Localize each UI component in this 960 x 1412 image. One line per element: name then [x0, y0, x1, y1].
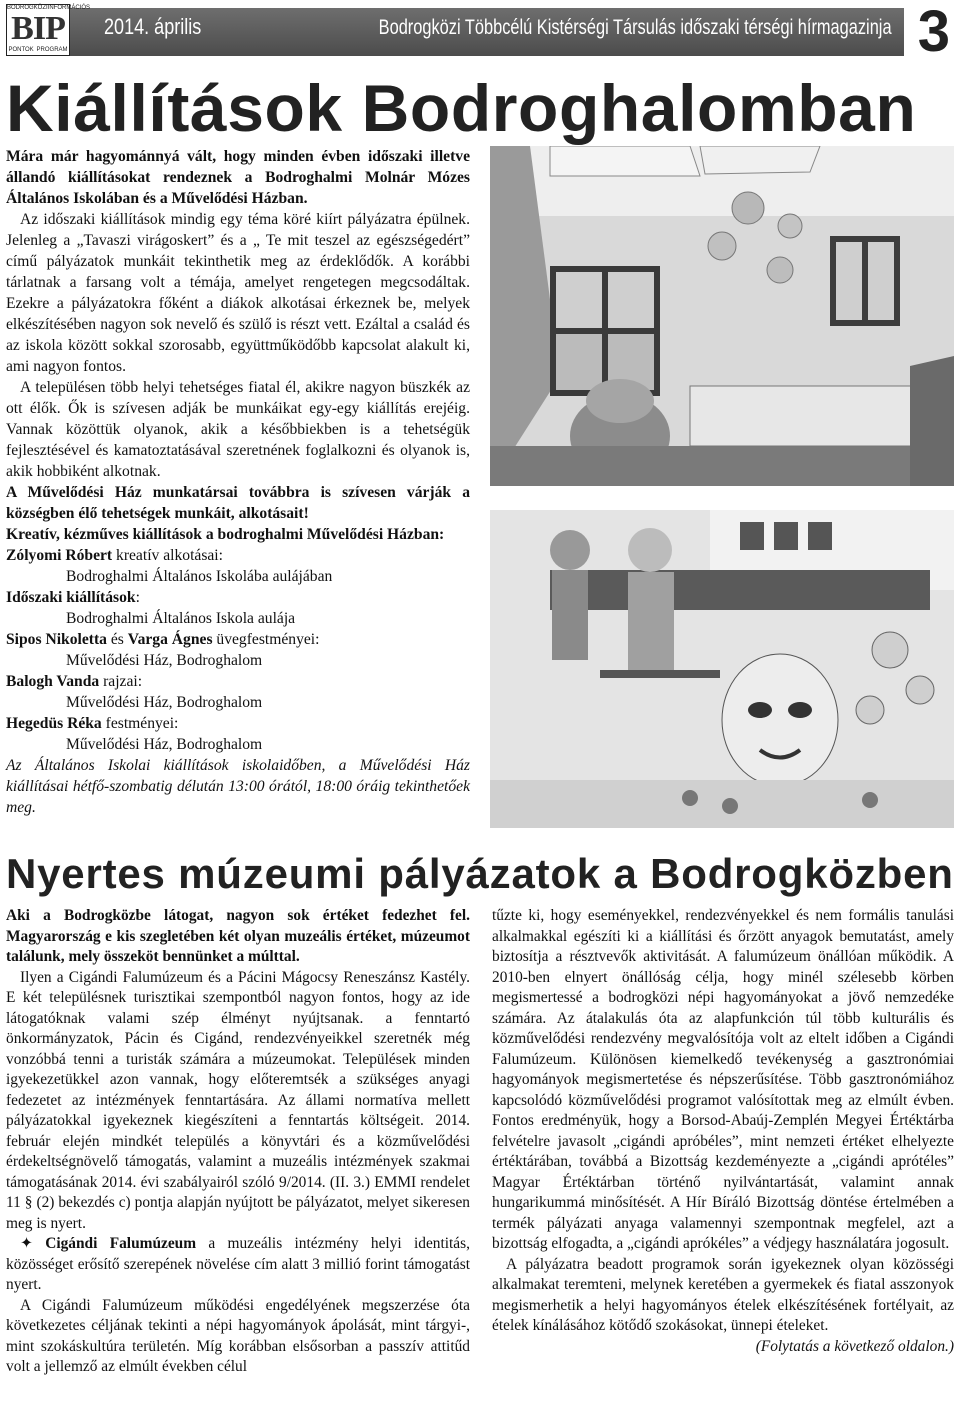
article2-paragraph-3: A Cigándi Falumúzeum működési engedélyének megszerzése óta következetes céljának tekinti a népi hagyományok ápolását, mint tárgyi-, mint szokáskultúra területén. Míg korábban elsősorban a passzív attitűd volt a jellemző az elmúlt években célul [6, 1296, 470, 1375]
article1-paragraph-1: Az időszaki kiállítások mindig egy téma köré kiírt pályázatra épülnek. Jelenleg a „Tavaszi virágoskert” és a „ Te mit teszel az egészségedért” című pályázatok munkáit tekinthetik meg az érdeklődők. A korábbi tárlatnak a farsang volt a témája, amelyet rengetegen megcsodáltak. Ezekre a pályázatokra főként a diákok alkotásai érkeznek be, melyek elkészítésében nagyon sok nevelő és szülő is részt vett. Ezáltal a család és az iskola között sokkal szorosabb, együttműködőbb kapcsolat alakult ki, ami nagyon fontos. [6, 211, 470, 375]
exhibit-item [6, 545, 470, 566]
article1-list-heading: Kreatív, kézműves kiállítások a bodroghalmi Művelődési Házban: [6, 526, 445, 543]
logo-bottom-left: PONTOK [8, 47, 34, 53]
article2-paragraph-1: Ilyen a Cigándi Falumúzeum és a Pácini Mágocsy Reneszánsz Kastély. E két településnek turisztikai szempontból nagyon fontos, hogy az ide látogatóknak valami szép élményt nyújtsanak. a fenntartó önkormányzatok, Pácin és Cigánd, rendezvényeikkel szeretnék még vonzóbbá tenni a turisták számára a múzeumokat. Települések minden igyekezetükkel azon vannak, hogy előteremtsék a szükséges anyagi fedezetet az intézmények fenntartására. Az állami normatíva mellett pályázatokkal igyekeznek kiegészíteni a fenntartás költségeit. 2014. február elején mindkét település a könyvtári és a közművelődési érdekeltségnövelő támogatás, valamint a muzeális intézmények szakmai támogatásának 2014. évi szabályairól szóló 9/2014. (II. 3.) EMMI rendelet 11 § (2) bekezdés c) pontja alapján nyújtott be pályázatot, melyet sikeresen meg is nyert. [6, 968, 470, 1232]
article2-paragraph-2 [6, 1234, 470, 1296]
exhibit-item [6, 671, 470, 692]
exhibit-item [6, 713, 470, 734]
exhibit-desc: rajzai: [99, 673, 143, 690]
page-number: 3 [917, 0, 950, 64]
exhibit-desc: kreatív alkotásai: [112, 547, 223, 564]
exhibit-artist: Balogh Vanda [6, 673, 100, 690]
exhibit-artist: Zólyomi Róbert [6, 547, 113, 564]
exhibit-artist: Időszaki kiállítások [6, 589, 136, 606]
exhibit-place: Bodroghalmi Általános Iskola aulája [66, 610, 296, 627]
exhibit-artist: Varga Ágnes [127, 631, 213, 648]
exhibition-room-photo-drawing [490, 146, 954, 486]
exhibit-conjunction: és [106, 631, 128, 648]
exhibit-place: Művelődési Ház, Bodroghalom [66, 694, 263, 711]
article1-paragraph-2: A településen több helyi tehetséges fiatal él, akikre nagyon büszkék az ott élők. Ők is szívesen adják be munkáikat egy-egy kiállítás erejéig. Vannak közöttük olyanok, akik a későbbiekben is a tehetségük fejlesztésével és kamatoztatásával szeretnének foglalkozni és olyanok is, akik hobbiként alkotnak. [6, 379, 470, 480]
article1-body [6, 146, 470, 818]
exhibit-desc: festményei: [101, 715, 179, 732]
article1-bold-call: A Művelődési Ház munkatársai továbbra is szívesen várják a községben élő tehetségek munkáit, alkotásait! [6, 484, 470, 522]
exhibit-artist: Sipos Nikoletta [6, 631, 107, 648]
article2-paragraph-5-text: A pályázatra beadott programok során igyekeznek olyan közösségi alkalmakat teremteni, melynek keretében a gyermekek és fiatal asszonyok megismerhetik a helyi hagyományos ételek elkészítésének fortélyait, az ételek kínálásához kötődő szokásokat, ünnepi ételeket. [492, 1255, 954, 1334]
article2-paragraph-4: tűzte ki, hogy eseményekkel, rendezvényekkel és nem formális tanulási alkalmakkal egészíti ki a kiállítási és őrzött anyagok bemutatást, amely biztosítja a résztvevők aktivitását. A falumúzeum önállóan működik. A 2010-ben elnyert önállóság célja, hogy minél szélesebb körben megismertessé a bodrogközi népi hagyományokat a jövő nemzedéke számára. Az átalakulás óta az alapfunkción túl több kulturális és közművelődési rendezvény megvalósítója volt az eltelt időben a Cigándi Falumúzeum. Különösen kiemelkedő tevékenység a gasztronómiai hagyományok megismertetése és népszerűsítése. Több gasztronómiához kapcsolódó közművelődési programot valósítottak meg az elmúlt évben. Fontos eredményük, hogy a Borsod-Abaúj-Zemplén Megyei Értéktárba felvételre javasolt „cigándi apróbéles”, mint nemzeti értéket elhelyezte értéktárában, továbbá a Bizottság kezdeményezte a „cigándi aprótéles” Magyar Értéktárban történő nyilvántartását, valamint annak hungarikummá minősítését. A Hír Bíráló Bizottság döntése értelmében a termék pályázati anyaga valamennyi szempontnak megfelel, azt a bizottság elfogadta, a „cigándi aprókéles” a védjegy használatára jogosult. [492, 907, 954, 1252]
logo-top-right: INFORMÁCIÓS [47, 5, 91, 11]
logo-text: BIP [11, 10, 65, 47]
magazine-subtitle: Bodrogközi Többcélú Kistérségi Társulás időszaki térségi hírmagazinja [379, 16, 892, 39]
exhibit-place: Bodroghalmi Általános Iskolába aulájában [66, 568, 333, 585]
exhibit-desc: : [135, 589, 140, 606]
article2-paragraph-2-text: a muzeális intézmény helyi identitás, közösséget erősítő szerepének növelése cím alatt 3 millió forint támogatást nyert. [6, 1235, 470, 1293]
article2-column-2 [492, 906, 954, 1357]
star-icon: ✦ [20, 1235, 33, 1252]
exhibit-place: Művelődési Ház, Bodroghalom [66, 652, 263, 669]
continued-note: (Folytatás a következő oldalon.) [755, 1337, 954, 1355]
article1-title: Kiállítások Bodroghalomban [6, 71, 917, 145]
article2-title: Nyertes múzeumi pályázatok a Bodrogközben [6, 850, 954, 897]
bip-logo [6, 4, 91, 56]
logo-bottom-right: PROGRAM [36, 47, 68, 53]
exhibit-desc: üvegfestményei: [212, 631, 320, 648]
farsang-exhibition-photo [490, 510, 954, 828]
article1-closing: Az Általános Iskolai kiállítások iskolaidőben, a Művelődési Ház kiállításai hétfő-szombatig délután 13:00 órától, 18:00 óráig tekinthetőek meg. [6, 757, 470, 816]
logo-top-left: BODROGKÖZI [7, 5, 48, 11]
article2-lead: Aki a Bodrogközbe látogat, nagyon sok értéket fedezhet fel. Magyarország e kis szegletében két olyan muzeális értéket, múzeumot találunk, mely összeköt bennünket a múlttal. [6, 907, 470, 965]
farsang-exhibition-photo-drawing [490, 510, 954, 828]
exhibition-room-photo [490, 146, 954, 486]
article2-paragraph-5 [492, 1255, 954, 1355]
article2-column-1 [6, 906, 470, 1378]
article1-lead: Mára már hagyománnyá vált, hogy minden évben időszaki illetve állandó kiállításokat rendeznek a Bodroghalmi Molnár Mózes Általános Iskolában és a Művelődési Házban. [6, 148, 470, 207]
exhibit-item [6, 587, 470, 608]
logo-bottom [7, 47, 69, 55]
exhibit-place: Művelődési Ház, Bodroghalom [66, 736, 263, 753]
page-header [0, 0, 960, 62]
cigandi-falumuzeum-label: Cigándi Falumúzeum [45, 1235, 197, 1252]
exhibit-artist: Hegedüs Réka [6, 715, 102, 732]
exhibit-item [6, 629, 470, 650]
issue-date: 2014. április [104, 14, 202, 39]
